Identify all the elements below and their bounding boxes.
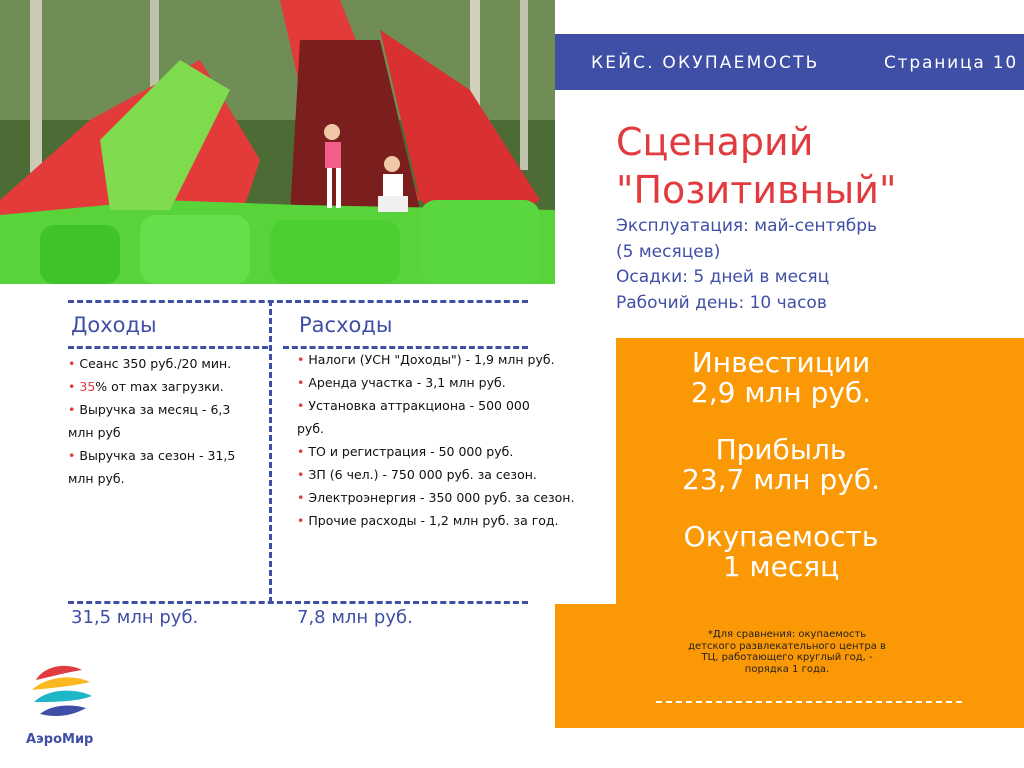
header-bar <box>555 34 1024 90</box>
column-divider <box>269 300 272 603</box>
bottom-divider <box>68 601 528 604</box>
expenses-heading: Расходы <box>299 313 393 337</box>
profit-metric <box>616 435 946 495</box>
condition-line: Осадки: 5 дней в месяц <box>616 267 830 287</box>
income-list <box>68 352 258 490</box>
list-item: • Электроэнергия - 350 000 руб. за сезон. <box>297 490 575 505</box>
section-label: КЕЙС. ОКУПАЕМОСТЬ <box>591 53 820 73</box>
list-item: • 35% от max загрузки. <box>68 379 224 394</box>
investment-value: 2,9 млн руб. <box>690 376 872 409</box>
income-heading: Доходы <box>71 313 157 337</box>
list-item: • Сеанс 350 руб./20 мин. <box>68 356 232 371</box>
condition-line: Эксплуатация: май-сентябрь <box>616 216 878 236</box>
expenses-total: 7,8 млн руб. <box>297 607 413 628</box>
scenario-conditions <box>616 214 1016 316</box>
list-item: • ЗП (6 чел.) - 750 000 руб. за сезон. <box>297 467 537 482</box>
list-item: • Прочие расходы - 1,2 млн руб. за год. <box>297 513 559 528</box>
aeromir-logo-icon <box>26 662 96 720</box>
page-title <box>616 118 1016 214</box>
income-total: 31,5 млн руб. <box>71 607 199 628</box>
comparison-note: *Для сравнения: окупаемость детского развлекательного центра в ТЦ, работающего круглый год, - порядка 1 года. <box>688 629 886 675</box>
payback-value: 1 месяц <box>722 550 840 583</box>
profit-value: 23,7 млн руб. <box>682 463 880 496</box>
logo-text: АэроМир <box>26 732 94 747</box>
list-item: • Налоги (УСН "Доходы") - 1,9 млн руб. <box>297 352 555 367</box>
inflatable-attraction-image <box>0 0 555 284</box>
list-item: • Установка аттракциона - 500 000 руб. <box>297 398 530 436</box>
profit-label: Прибыль <box>715 433 847 466</box>
orange-divider <box>656 701 962 703</box>
payback-label: Окупаемость <box>683 520 879 553</box>
payback-metric <box>616 522 946 582</box>
hero-photo <box>0 0 555 284</box>
list-item: • Аренда участка - 3,1 млн руб. <box>297 375 506 390</box>
list-item: • Выручка за сезон - 31,5 млн руб. <box>68 448 236 486</box>
title-line-2: "Позитивный" <box>616 168 897 212</box>
expenses-list <box>297 348 597 532</box>
top-divider <box>68 300 528 303</box>
list-item: • Выручка за месяц - 6,3 млн руб <box>68 402 231 440</box>
condition-line: (5 месяцев) <box>616 241 721 262</box>
investment-metric <box>616 348 946 408</box>
income-header-divider <box>68 346 268 349</box>
condition-line: Рабочий день: 10 часов <box>616 292 827 313</box>
page-number: Страница 10 <box>884 53 1018 73</box>
investment-label: Инвестиции <box>691 346 871 379</box>
list-item: • ТО и регистрация - 50 000 руб. <box>297 444 514 459</box>
title-line-1: Сценарий <box>616 120 814 164</box>
